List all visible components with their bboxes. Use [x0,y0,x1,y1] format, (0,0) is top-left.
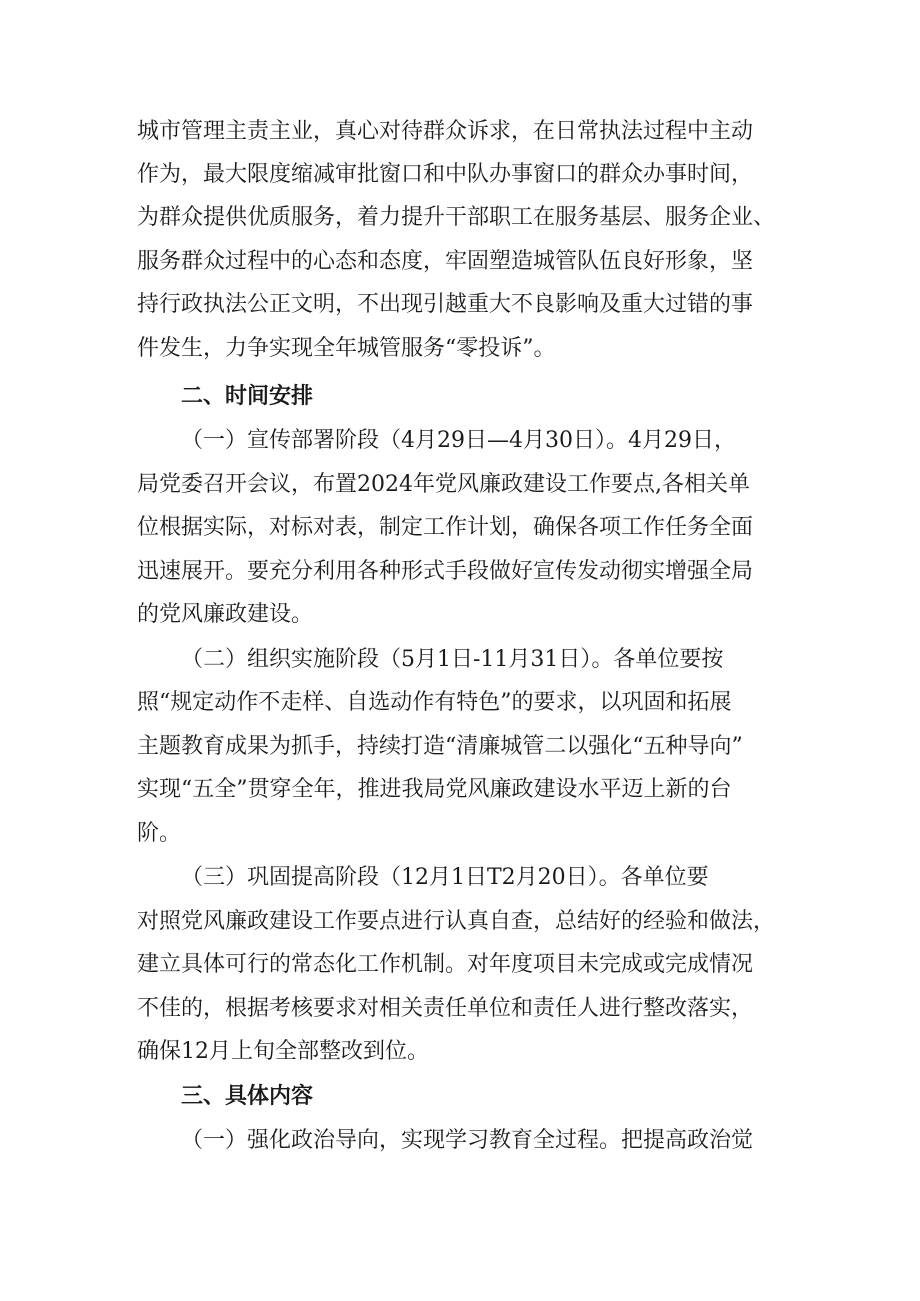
schedule-phase2-line-5: 阶。 [137,821,182,846]
intro-line-2: 作为，最大限度缩减审批窗口和中队办事窗口的群众办事时间， [137,162,754,187]
schedule-phase2-line-1: （二）组织实施阶段（5月1日-11月31日）。各单位要按 [181,647,724,672]
schedule-phase3-line-5: 确保12月上旬全部整改到位。 [137,1039,429,1064]
schedule-phase2-line-4: 实现“五全”贯穿全年，推进我局党风廉政建设水平迈上新的台 [137,777,732,802]
schedule-phase3-line-2: 对照党风廉政建设工作要点进行认真自查，总结好的经验和做法， [137,909,776,934]
intro-line-6: 件发生，力争实现全年城管服务“零投诉”。 [137,336,556,361]
section-heading-time-schedule: 二、时间安排 [181,384,314,409]
intro-line-1: 城市管理主责主业，真心对待群众诉求，在日常执法过程中主动 [137,119,754,144]
intro-line-5: 持行政执法公正文明，不出现引越重大不良影响及重大过错的事 [137,292,754,317]
schedule-phase2-line-2: 照“规定动作不走样、自选动作有特色”的要求，以巩固和拓展 [137,690,732,715]
schedule-phase1-line-5: 的党风廉政建设。 [137,602,314,627]
intro-line-4: 服务群众过程中的心态和态度，牢固塑造城管队伍良好形象，坚 [137,249,754,274]
schedule-phase1-line-3: 位根据实际，对标对表，制定工作计划，确保各项工作任务全面 [137,515,754,540]
schedule-phase1-line-2: 局党委召开会议，布置2024年党风廉政建设工作要点,各相关单 [137,472,750,497]
content-item1-line-1: （一）强化政治导向，实现学习教育全过程。把提高政治觉 [181,1128,754,1153]
section-heading-specific-content: 三、具体内容 [181,1084,314,1109]
schedule-phase1-line-4: 迅速展开。要充分利用各种形式手段做好宣传发动彻实增强全局 [137,559,754,584]
schedule-phase3-line-1: （三）巩固提高阶段（12月1日T2月20日）。各单位要 [181,865,709,890]
schedule-phase1-line-1: （一）宣传部署阶段（4月29日—4月30日）。4月29日， [181,428,736,453]
intro-line-3: 为群众提供优质服务，着力提升干部职工在服务基层、服务企业、 [137,205,776,230]
schedule-phase2-line-3: 主题教育成果为抓手，持续打造“清廉城管二以强化“五种导向” [137,734,743,759]
schedule-phase3-line-3: 建立具体可行的常态化工作机制。对年度项目未完成或完成情况 [137,952,754,977]
schedule-phase3-line-4: 不佳的，根据考核要求对相关责任单位和责任人进行整改落实， [137,996,754,1021]
